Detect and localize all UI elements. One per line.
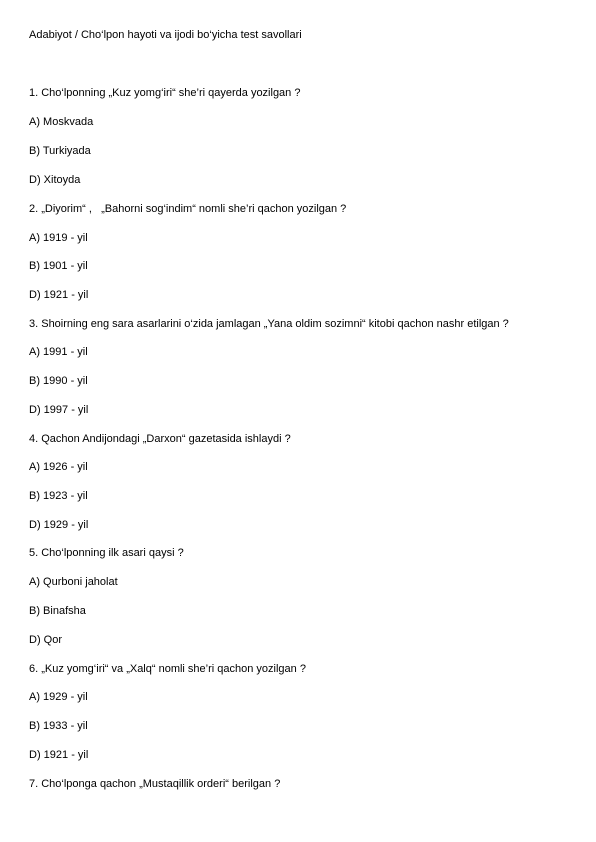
question-4-option-b: B) 1923 - yil xyxy=(29,490,88,502)
question-6: 6. „Kuz yomg‘iri“ va „Xalq“ nomli she’ri qachon yozilgan ? xyxy=(29,663,306,675)
question-4: 4. Qachon Andijondagi „Darxon“ gazetasida ishlaydi ? xyxy=(29,433,291,445)
question-3-option-d: D) 1997 - yil xyxy=(29,404,89,416)
question-2-option-a: A) 1919 - yil xyxy=(29,232,88,244)
question-1: 1. Cho‘lponning „Kuz yomg‘iri“ she’ri qayerda yozilgan ? xyxy=(29,87,301,99)
question-5-option-d: D) Qor xyxy=(29,634,62,646)
question-2-option-d: D) 1921 - yil xyxy=(29,289,89,301)
question-3-option-b: B) 1990 - yil xyxy=(29,375,88,387)
question-5-option-a: A) Qurboni jaholat xyxy=(29,576,118,588)
question-4-option-a: A) 1926 - yil xyxy=(29,461,88,473)
question-4-option-d: D) 1929 - yil xyxy=(29,519,89,531)
question-1-option-d: D) Xitoyda xyxy=(29,174,81,186)
document-title: Adabiyot / Cho‘lpon hayoti va ijodi bo‘yicha test savollari xyxy=(29,29,302,41)
question-6-option-b: B) 1933 - yil xyxy=(29,720,88,732)
question-5: 5. Cho‘lponning ilk asari qaysi ? xyxy=(29,547,184,559)
question-5-option-b: B) Binafsha xyxy=(29,605,86,617)
question-7: 7. Cho‘lponga qachon „Mustaqillik orderi“ berilgan ? xyxy=(29,778,281,790)
question-2: 2. „Diyorim“ , „Bahorni sog‘indim“ nomli she’ri qachon yozilgan ? xyxy=(29,203,347,215)
question-6-option-d: D) 1921 - yil xyxy=(29,749,89,761)
question-3: 3. Shoirning eng sara asarlarini o‘zida jamlagan „Yana oldim sozimni“ kitobi qachon nashr etilgan ? xyxy=(29,318,509,330)
question-2-option-b: B) 1901 - yil xyxy=(29,260,88,272)
question-1-option-a: A) Moskvada xyxy=(29,116,94,128)
question-3-option-a: A) 1991 - yil xyxy=(29,346,88,358)
question-6-option-a: A) 1929 - yil xyxy=(29,691,88,703)
question-1-option-b: B) Turkiyada xyxy=(29,145,91,157)
